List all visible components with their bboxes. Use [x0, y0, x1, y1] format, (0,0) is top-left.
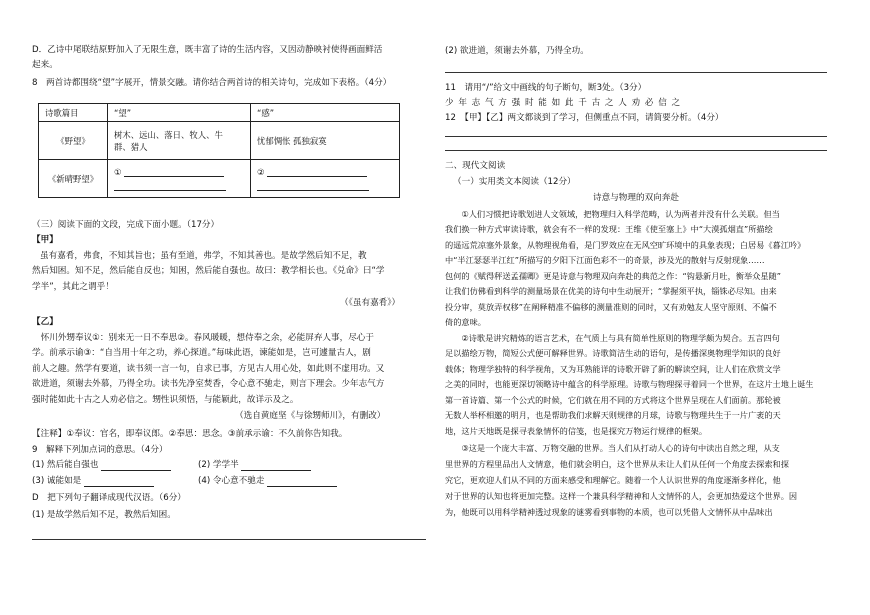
- p1-line: ①人们习惯把诗歌划进人文领域，把物理归入科学范畴，认为两者并没有什么关联。但当: [445, 209, 780, 219]
- table-row2-wang-blank2[interactable]: [114, 181, 226, 191]
- table-row2-wang-blank[interactable]: [124, 167, 224, 177]
- p2-line: 载体；物理学独特的科学视角，又为耳熟能详的诗歌开辟了新的解读空间，让人们在欣赏文学: [445, 364, 781, 374]
- q12-answer-line2[interactable]: [445, 150, 827, 151]
- table-row2-gan-blank[interactable]: [267, 167, 367, 177]
- table-row2-gan-marker: ②: [257, 166, 265, 177]
- section-2-1-heading: （一）实用类文本阅读（12分）: [453, 177, 576, 187]
- p2-line: 无数人举杯相邀的明月，也是帮助我们求解天则规律的月球，诗歌与物理共生于一片广袤的天: [445, 410, 781, 420]
- table-header-gan: “感”: [251, 104, 400, 122]
- p3-line: 为，他既可以用科学精神透过现象的谜雾看到事物的本质，也可以凭借人文情怀从中品味出: [445, 507, 773, 517]
- yi-source: （选自黄庭坚《与徐甥师川》，有删改）: [235, 411, 386, 421]
- article-title: 诗意与物理的双向奔赴: [593, 193, 679, 203]
- p2-line: 第一首诗篇、第一个公式的时候，它们就在用不同的方式将这个世界呈现在人们面前。那轮被: [445, 395, 781, 405]
- q9-item-4-blank[interactable]: [267, 477, 337, 487]
- jia-line2: 然后知困。知不足，然后能自反也；知困，然后能自强也。故曰：教学相长也。《兑命》曰“学: [32, 266, 385, 276]
- table-row1-gan: 忧郁惆怅 孤独寂寞: [251, 122, 400, 160]
- yi-line2: 学。前承示谕③：“自当用十年之功，养心探道。”每味此语，谏能如是，岂可遽量古人，剧: [32, 348, 371, 358]
- p1-line: 我们换一种方式审读诗歌，就会有不一样的发现：王维《使至塞上》中“大漠孤烟直”所描绘: [445, 224, 773, 234]
- q9-item-1: [32, 459, 171, 471]
- p3-line: 究它，更欢迎人们从不同的方面来感受和理解它。随着一个人认识世界的角度逐渐多样化，他: [445, 475, 781, 485]
- q9-item-1-blank[interactable]: [101, 461, 171, 471]
- table-row2-wang-marker: ①: [114, 166, 122, 177]
- q10-item-2: (2) 欲进道，须谢去外慕，乃得全功。: [445, 46, 589, 56]
- notes: 【注释】①奉议：官名，即奉议郎。②奉思：思念。③前承示谕：不久前你告知我。: [32, 429, 348, 439]
- q9-item-2-blank[interactable]: [241, 461, 311, 471]
- table-row1-wang: [108, 122, 251, 160]
- q9-item-2: [198, 459, 311, 471]
- q9-item-3: [32, 475, 154, 487]
- q9-item-3-text: (3) 诚能如是: [32, 476, 82, 486]
- yi-line1: 怀川外甥奉议①：别来无一日不奉思②。春风暖暖，想侍奉之余，必能屏弃人事，尽心于: [32, 333, 374, 343]
- table-row1-wang-line2: 群、猎人: [114, 141, 148, 152]
- yi-line5: 强时能如此十古之人劝必信之。甥性识须悟，与能颖此，故详示及之。: [32, 395, 299, 405]
- yi-label: 【乙】: [32, 317, 58, 327]
- p2-line: 足以描绘万物，简短公式便可解释世界。诗歌简洁生动的语句，是传播深奥物理学知识的良好: [445, 348, 781, 358]
- yi-line4: 欲进道，须谢去外慕，乃得全功。读书先净室焚香，令心意不驰走，则言下理会。少年志气方: [32, 379, 385, 389]
- jia-label: 【甲】: [32, 235, 58, 245]
- question-8: 8 两首诗都围绕“望”字展开，情景交融。请你结合两首诗的相关诗句，完成如下表格。（4分）: [32, 78, 392, 88]
- p3-line: ③这是一个庞大丰富、万物交融的世界。当人们从打动人心的诗句中读出自然之理，从支: [445, 443, 780, 453]
- section-2-heading: 二、现代文阅读: [445, 161, 506, 171]
- option-d-line1: D．乙诗中尾联结原野加入了无限生意，既丰富了诗的生活内容，又因动静映衬使得画面鲜活: [32, 45, 383, 55]
- table-row2-wang: [108, 160, 251, 198]
- table-row2-gan: [251, 160, 400, 198]
- q9-item-1-text: (1) 然后能自强也: [32, 460, 99, 470]
- p1-line: 的遥远荒凉塞外景象，从物理视角看，是门罗效应在无风空旷环境中的具象表现；白居易《暮江吟》: [445, 240, 806, 250]
- poem-table: [38, 103, 400, 198]
- question-10: D 把下列句子翻译成现代汉语。（6分）: [32, 493, 186, 503]
- q11-text: 少 年 志 气 方 强 时 能 如 此 千 古 之 人 劝 必 信 之: [445, 98, 682, 108]
- jia-line3: 学半”，其此之谓乎！: [32, 282, 114, 292]
- table-row1-title: 《野望》: [39, 122, 108, 160]
- p2-line: 之美的同时，也能更深切领略诗中蕴含的科学原理。诗歌与物理探寻着同一个世界，在这片土地上诞生: [445, 379, 814, 389]
- p1-line: 让我们仿佛看到科学的测量场景在优美的诗句中生动展开；“掌握须平执，锱铢必尽知。由来: [445, 286, 777, 296]
- option-d-line2: 起来。: [32, 60, 58, 70]
- section-3-heading: （三）阅读下面的文段，完成下面小题。（17分）: [32, 220, 220, 230]
- q10-answer-line[interactable]: [32, 539, 426, 540]
- q9-item-2-text: (2) 学学半: [198, 460, 239, 470]
- q9-item-4: [198, 475, 337, 487]
- q9-item-3-blank[interactable]: [84, 477, 154, 487]
- table-row2-title: 《新晴野望》: [39, 160, 108, 198]
- question-9: 9 解释下列加点词的意思。（4分）: [32, 445, 168, 455]
- q10-2-answer-line[interactable]: [445, 72, 827, 73]
- p1-line: 中“半江瑟瑟半江红”所描写的夕阳下江面色彩不一的奇景，涉及光的散射与反射现象……: [445, 255, 765, 265]
- jia-line1: 虽有嘉肴，弗食，不知其旨也；虽有至道，弗学，不知其善也。是故学然后知不足，教: [40, 251, 367, 261]
- p2-line: ②诗歌是讲究精炼的语言艺术，在气质上与具有简单性原则的物理学颇为契合。五言四句: [445, 333, 780, 343]
- question-12: 12 【甲】【乙】两文都谈到了学习，但侧重点不同，请简要分析。（4分）: [445, 113, 724, 123]
- table-header-title: 诗歌篇目: [39, 104, 108, 122]
- table-row2-gan-blank2[interactable]: [257, 181, 369, 191]
- q9-item-4-text: (4) 令心意不驰走: [198, 476, 265, 486]
- p3-line: 里世界的方程里品出人文情意，他们就会明白，这个世界从未让人们从任何一个角度去探索和探: [445, 459, 789, 469]
- q12-answer-line1[interactable]: [445, 136, 827, 137]
- p1-line: 倚的意味。: [445, 317, 486, 327]
- yi-line3: 前人之趣。然学有要道，读书须一言一句，自求已事，方见古人用心处，如此则不虚用功。又: [32, 364, 385, 374]
- jia-source: （《虽有嘉肴》）: [340, 298, 401, 308]
- p2-line: 地，这片天地既是探寻表象情怀的信笺，也是探究万物运行规律的框架。: [445, 426, 708, 436]
- table-row1-wang-line1: 树木、远山、落日、牧人、牛: [114, 129, 223, 140]
- q10-item-1: (1) 是故学然后知不足，教然后知困。: [32, 510, 176, 520]
- question-11: 11 请用“/”给文中画线的句子断句，断3处。（3分）: [445, 83, 647, 93]
- p3-line: 对于世界的认知也将更加完整。这样一个兼具科学精神和人文情怀的人，会更加热爱这个世界。因: [445, 491, 798, 501]
- table-header-wang: “望”: [108, 104, 251, 122]
- p1-line: 投分审，莫放弄权移”在阐释精准不偏移的测量准则的同时，又有劝勉友人坚守原则、不偏不: [445, 302, 777, 312]
- p1-line: 包何的《赋得秤送孟孺卿》更是诗意与物理双向奔赴的典范之作：“钩悬新月吐，衡举众星随”: [445, 271, 781, 281]
